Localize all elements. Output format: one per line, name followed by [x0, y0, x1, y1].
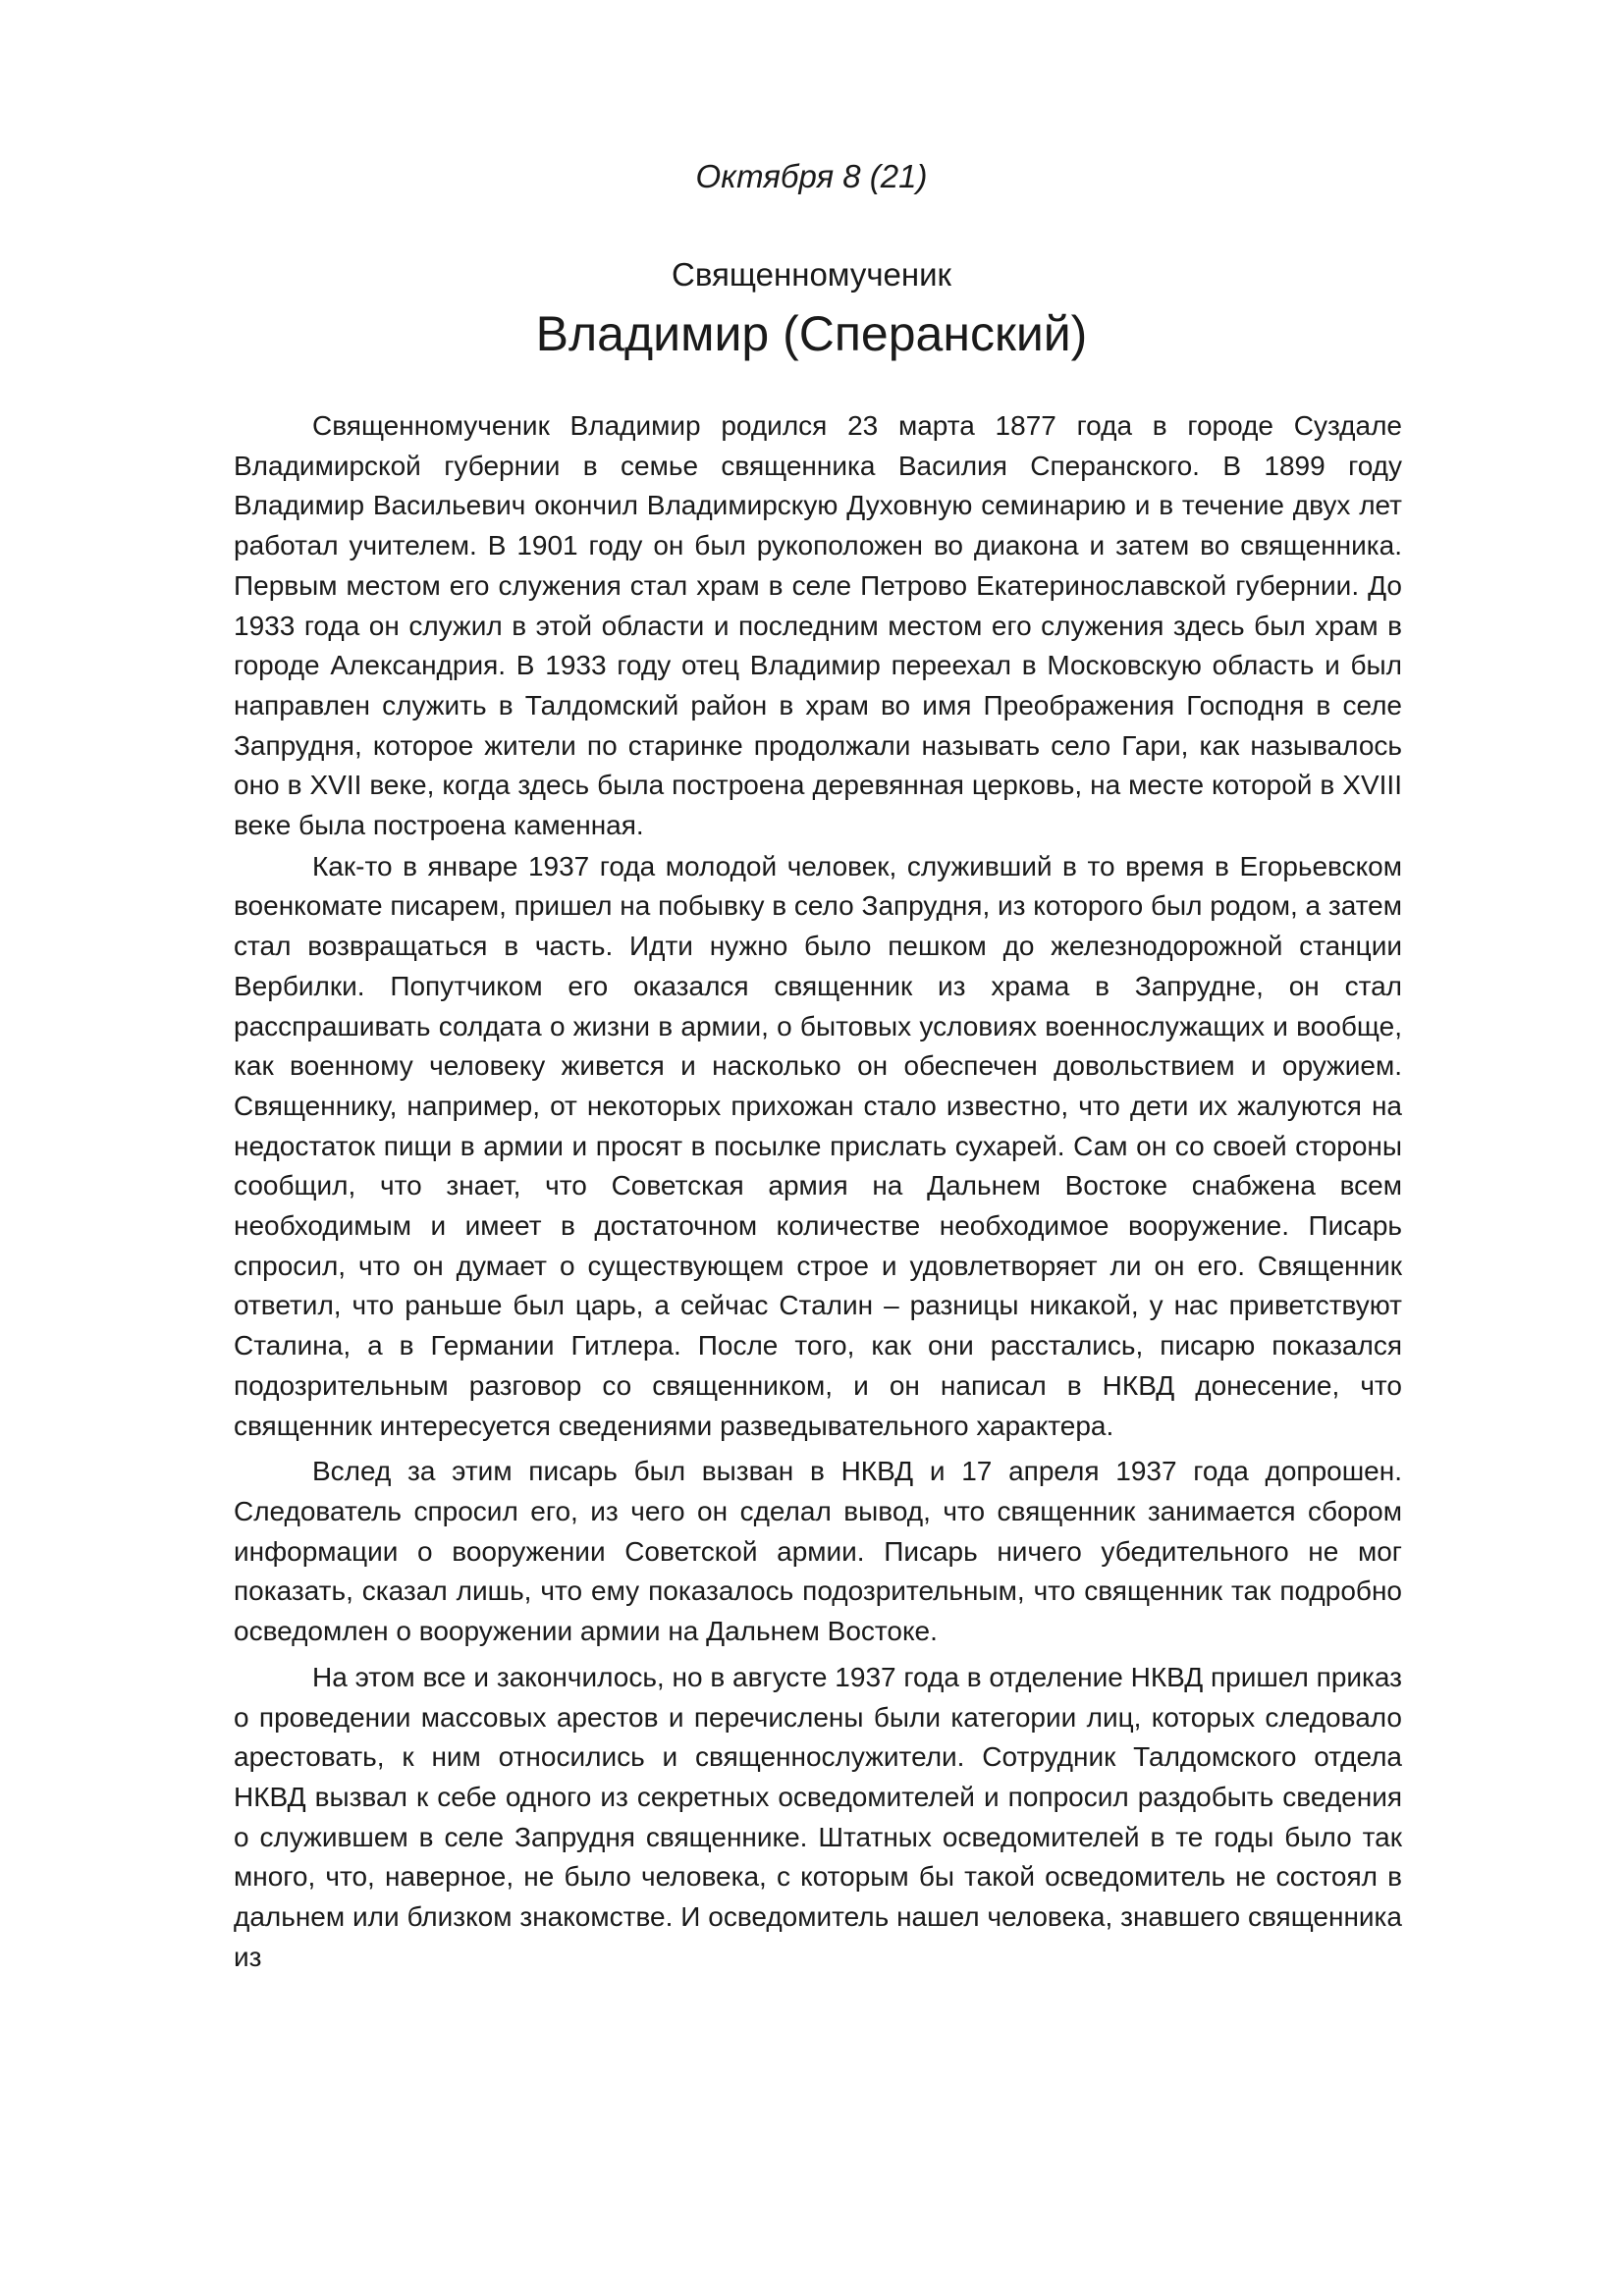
- paragraph-2: Как-то в январе 1937 года молодой человек, служивший в то время в Егорьевском военкомате писарем, пришел на побывку в село Запрудня, из которого был родом, а затем стал возвращаться в часть. Идти нужно было пешком до железнодорожной станции Вербилки. Попутчиком его оказался священник из храма в Запрудне, он стал расспрашивать солдата о жизни в армии, о бытовых условиях военнослужащих и вообще, как военному человеку живется и насколько он обеспечен довольствием и оружием. Священнику, например, от некоторых прихожан стало известно, что дети их жалуются на недостаток пищи в армии и просят в посылке прислать сухарей. Сам он со своей стороны сообщил, что знает, что Советская армия на Дальнем Востоке снабжена всем необходимым и имеет в достаточном количестве необходимое вооружение. Писарь спросил, что он думает о существующем строе и удовлетворяет ли он его. Священник ответил, что раньше был царь, а сейчас Сталин – разницы никакой, у нас приветствуют Сталина, а в Германии Гитлера. После того, как они расстались, писарю показался подозрительным разговор со священником, и он написал в НКВД донесение, что священник интересуется сведениями разведывательного характера.: [234, 850, 1402, 1441]
- paragraph-4: На этом все и закончилось, но в августе 1937 года в отделение НКВД пришел приказ о проведении массовых арестов и перечислены были категории лиц, которых следовало арестовать, к ним относились и священнослужители. Сотрудник Талдомского отдела НКВД вызвал к себе одного из секретных осведомителей и попросил раздобыть сведения о служившем в селе Запрудня священнике. Штатных осведомителей в те годы было так много, что, наверное, не было человека, с которым бы такой осведомитель не состоял в дальнем или близком знакомстве. И осведомитель нашел человека, знавшего священника из: [234, 1661, 1402, 1972]
- saint-rank-subtitle: Священномученик: [672, 256, 951, 293]
- article-body: [234, 406, 1402, 1977]
- page-title: Владимир (Сперанский): [535, 306, 1088, 361]
- paragraph-1: Священномученик Владимир родился 23 марта 1877 года в городе Суздале Владимирской губернии в семье священника Василия Сперанского. В 1899 году Владимир Васильевич окончил Владимирскую Духовную семинарию и в течение двух лет работал учителем. В 1901 году он был рукоположен во диакона и затем во священника. Первым местом его служения стал храм в селе Петрово Екатеринославской губернии. До 1933 года он служил в этой области и последним местом его служения здесь был храм в городе Александрия. В 1933 году отец Владимир переехал в Московскую область и был направлен служить в Талдомский район в храм во имя Преображения Господня в селе Запрудня, которое жители по старинке продолжали называть село Гари, как называлось оно в XVII веке, когда здесь была построена деревянная церковь, на месте которой в XVIII веке была построена каменная.: [234, 410, 1402, 841]
- paragraph-3: Вслед за этим писарь был вызван в НКВД и 17 апреля 1937 года допрошен. Следователь спросил его, из чего он сделал вывод, что священник занимается сбором информации о вооружении Советской армии. Писарь ничего убедительного не мог показать, сказал лишь, что ему показалось подозрительным, что священник так подробно осведомлен о вооружении армии на Дальнем Востоке.: [234, 1456, 1402, 1647]
- date-heading: Октября 8 (21): [695, 158, 928, 194]
